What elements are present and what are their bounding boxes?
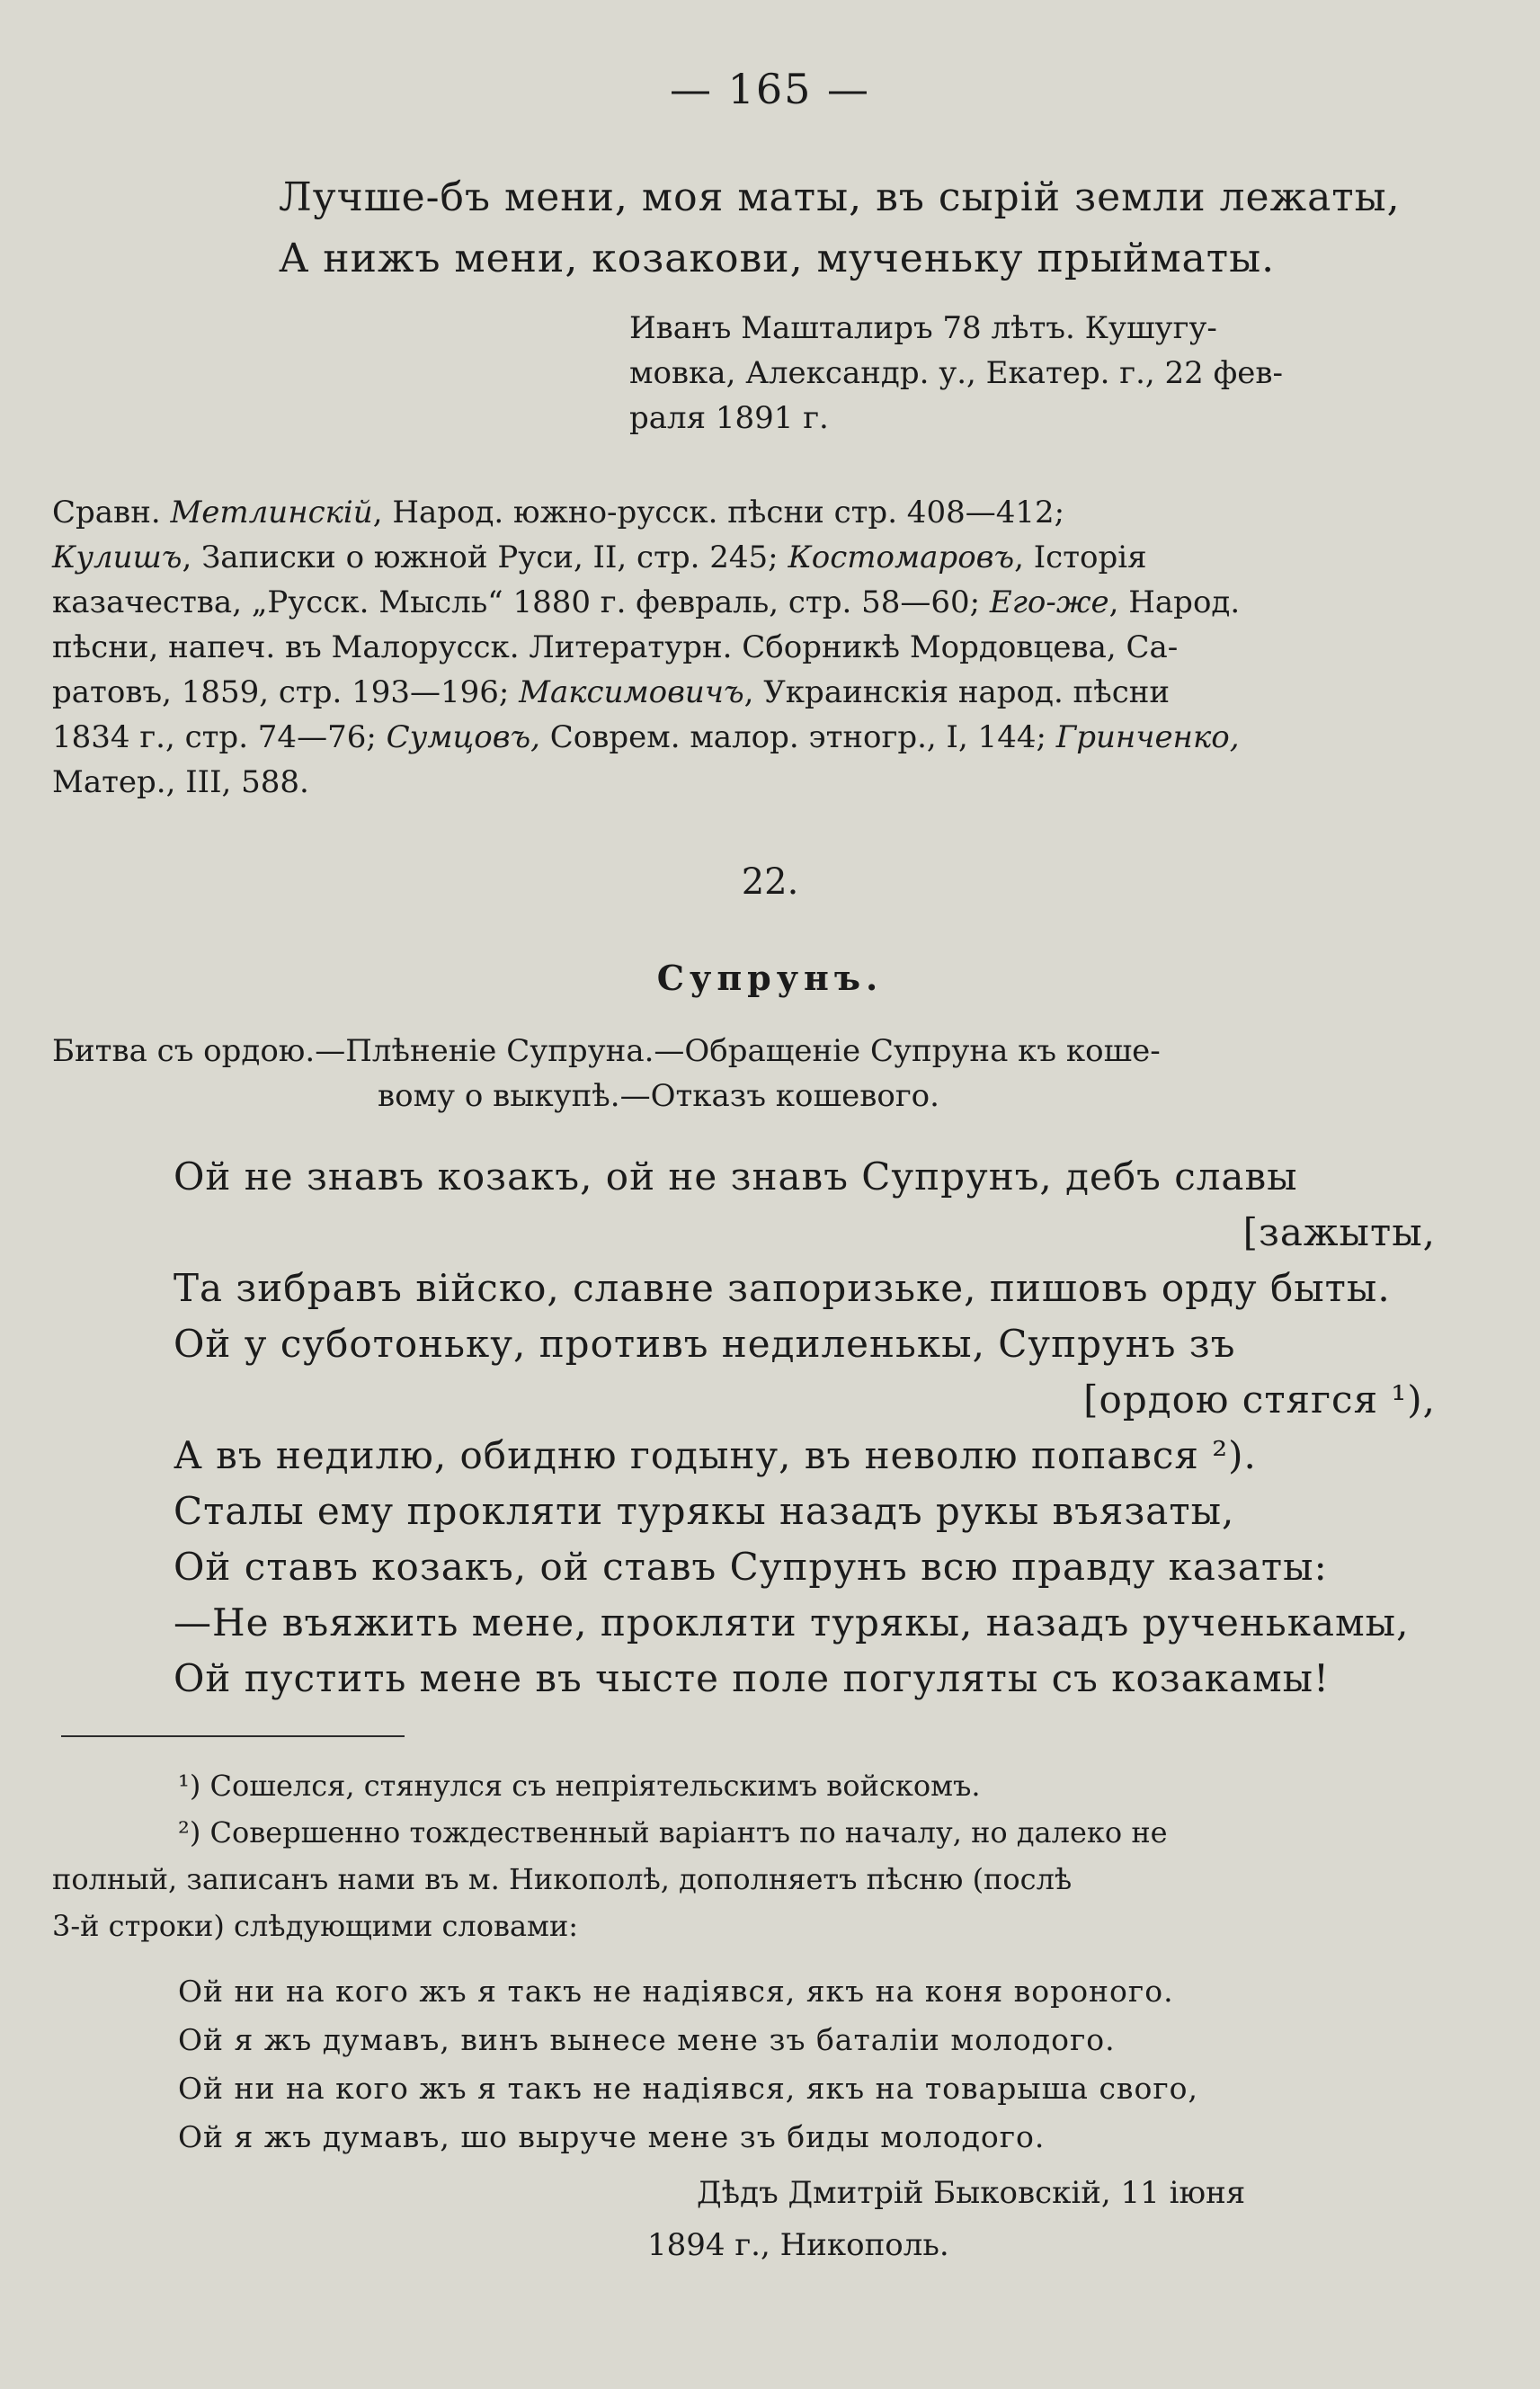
informant-attribution xyxy=(629,306,1438,441)
verse-line: Ой ни на кого жъ я такъ не надіявся, якъ на товарыша свого, xyxy=(178,2071,1199,2106)
reference-text: ратовъ, 1859, стр. 193—196; xyxy=(52,674,520,710)
verse-line: А въ недилю, обидню годыну, въ неволю попався ²). xyxy=(174,1433,1257,1477)
page-number: — 165 — xyxy=(669,65,871,113)
verse-line-continuation: [ордою стягся ¹), xyxy=(1083,1377,1436,1422)
reference-line xyxy=(52,670,1437,715)
song-verse xyxy=(174,1149,1441,1707)
reference-line xyxy=(52,490,1437,535)
verse-line: —Не въяжить мене, прокляти турякы, назадъ рученькамы, xyxy=(174,1600,1410,1645)
comparison-references xyxy=(52,490,1437,805)
song-summary xyxy=(52,1029,1437,1119)
footnote-line: ²) Совершенно тождественный варіантъ по началу, но далеко не xyxy=(178,1815,1168,1850)
reference-text: Соврем. малор. этногр., I, 144; xyxy=(539,719,1056,755)
reference-text: 1834 г., стр. 74—76; xyxy=(52,719,387,755)
reference-line xyxy=(52,715,1437,760)
verse-line: А нижъ мени, козакови, мученьку прыйматы. xyxy=(279,236,1276,281)
footnote-line: 3-й строки) слѣдующими словами: xyxy=(52,1909,579,1943)
verse-fragment xyxy=(279,167,1483,290)
verse-line: Ой у суботоньку, противъ недиленькы, Супрунъ зъ xyxy=(174,1322,1236,1366)
reference-text: , Народ. южно-русск. пѣсни стр. 408—412; xyxy=(372,495,1065,530)
footnote-2 xyxy=(52,1809,1441,1949)
verse-line: Сталы ему прокляти турякы назадъ рукы въязаты, xyxy=(174,1489,1235,1533)
reference-line xyxy=(52,535,1437,580)
reference-text: , Записки о южной Руси, II, стр. 245; xyxy=(182,539,788,575)
summary-line: вому о выкупѣ.—Отказъ кошевого. xyxy=(378,1078,939,1114)
attribution-line: Иванъ Машталиръ 78 лѣтъ. Кушугу- xyxy=(629,310,1217,346)
verse-line: Лучше-бъ мени, моя маты, въ сырій земли лежаты, xyxy=(279,174,1401,220)
footnote-divider xyxy=(61,1735,405,1737)
verse-line: Та зибравъ війско, славне запоризьке, пишовъ орду быты. xyxy=(174,1266,1391,1310)
song-title: Супрунъ. xyxy=(656,958,884,998)
attribution-line: раля 1891 г. xyxy=(629,400,829,436)
reference-text: казачества, „Русск. Мысль“ 1880 г. февраль, стр. 58—60; xyxy=(52,584,990,620)
author-name: Гринченко, xyxy=(1055,719,1240,755)
reference-text: , Історія xyxy=(1014,539,1147,575)
author-name: Костомаровъ xyxy=(788,539,1015,575)
author-name: Сумцовъ, xyxy=(386,719,540,755)
verse-line: Ой ни на кого жъ я такъ не надіявся, якъ на коня вороного. xyxy=(178,1974,1174,2009)
footnote-1 xyxy=(52,1762,1540,1809)
summary-line: Битва съ ордою.—Плѣненіе Супруна.—Обращеніе Супруна къ коше- xyxy=(52,1033,1161,1069)
author-name: Его-же xyxy=(989,584,1109,620)
verse-line: Ой пустить мене въ чысте поле погуляты съ козакамы! xyxy=(174,1656,1330,1700)
reference-text: Сравн. xyxy=(52,495,171,530)
reference-text: , Народ. xyxy=(1108,584,1241,620)
verse-line: Ой я жъ думавъ, шо выруче мене зъ биды молодого. xyxy=(178,2119,1046,2154)
song-number: 22. xyxy=(741,861,799,903)
author-name: Максимовичъ xyxy=(519,674,744,710)
footnote-line: полный, записанъ нами въ м. Никополѣ, дополняетъ пѣсню (послѣ xyxy=(52,1862,1073,1896)
verse-line-continuation: [зажыты, xyxy=(1242,1210,1436,1254)
attribution-line: Дѣдъ Дмитрій Быковскій, 11 іюня xyxy=(697,2175,1246,2211)
reference-line: пѣсни, напеч. въ Малорусск. Литературн. Сборникѣ Мордовцева, Са- xyxy=(52,629,1179,665)
author-name: Метлинскій xyxy=(170,495,373,530)
reference-text: , Украинскія народ. пѣсни xyxy=(743,674,1171,710)
informant-attribution-2 xyxy=(647,2167,1438,2271)
footnote-line: ¹) Сошелся, стянулся съ непріятельскимъ войскомъ. xyxy=(178,1769,981,1803)
verse-line: Ой не знавъ козакъ, ой не знавъ Супрунъ, дебъ славы xyxy=(174,1154,1298,1199)
reference-line xyxy=(52,580,1437,625)
author-name: Кулишъ xyxy=(52,539,182,575)
footnote-verse xyxy=(178,1967,1437,2162)
verse-line: Ой я жъ думавъ, винъ вынесе мене зъ баталіи молодого. xyxy=(178,2022,1116,2057)
attribution-line: 1894 г., Никополь. xyxy=(647,2227,949,2263)
reference-line: Матер., III, 588. xyxy=(52,764,309,800)
verse-line: Ой ставъ козакъ, ой ставъ Супрунъ всю правду казаты: xyxy=(174,1545,1328,1589)
attribution-line: мовка, Александр. у., Екатер. г., 22 фев- xyxy=(629,355,1283,391)
